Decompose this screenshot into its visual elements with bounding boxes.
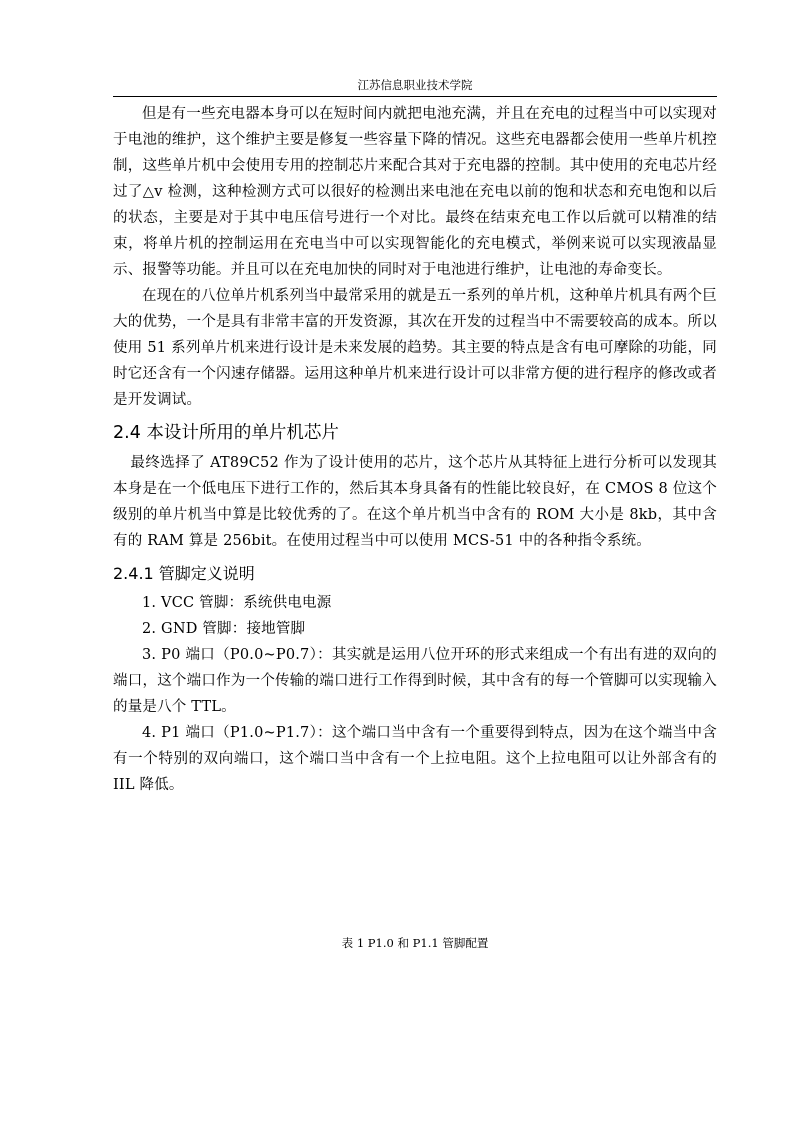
- section-heading-2-4-1: 2.4.1 管脚定义说明: [113, 564, 255, 583]
- list-item-p1: 4. P1 端口（P1.0~P1.7）：这个端口当中含有一个重要得到特点，因为在这个端当中含有一个特别的双向端口，这个端口当中含有一个上拉电阻。这个上拉电阻可以让外部含有的 IIL 降低。: [113, 725, 717, 793]
- table-caption: 表 1 P1.0 和 P1.1 管脚配置: [341, 936, 489, 950]
- section-heading-2-4: 2.4 本设计所用的单片机芯片: [113, 423, 339, 443]
- document-body: [113, 101, 717, 798]
- list-item-gnd: 2. GND 管脚：接地管脚: [142, 621, 306, 637]
- paragraph-charger: 但是有一些充电器本身可以在短时间内就把电池充满，并且在充电的过程当中可以实现对于电池的维护，这个维护主要是修复一些容量下降的情况。这些充电器都会使用一些单片机控制，这些单片机中会使用专用的控制芯片来配合其对于充电器的控制。其中使用的充电芯片经过了△v 检测，这种检测方式可以很好的检测出来电池在充电以前的饱和状态和充电饱和以后的状态，主要是对于其中电压信号进行一个对比。最终在结束充电工作以后就可以精准的结束，将单片机的控制运用在充电当中可以实现智能化的充电模式，举例来说可以实现液晶显示、报警等功能。并且可以在充电加快的同时对于电池进行维护，让电池的寿命变长。: [113, 106, 717, 278]
- list-item-vcc: 1. VCC 管脚：系统供电电源: [142, 595, 332, 611]
- page-header: 江苏信息职业技术学院: [357, 78, 473, 92]
- paragraph-51-series: 在现在的八位单片机系列当中最常采用的就是五一系列的单片机，这种单片机具有两个巨大的优势，一个是具有非常丰富的开发资源，其次在开发的过程当中不需要较高的成本。所以使用 51 系列单片机来进行设计是未来发展的趋势。其主要的特点是含有电可摩除的功能，同时它还含有一个闪速存储器。运用这种单片机来进行设计可以非常方便的进行程序的修改或者是开发调试。: [113, 288, 717, 408]
- paragraph-at89c52: 最终选择了 AT89C52 作为了设计使用的芯片，这个芯片从其特征上进行分析可以发现其本身是在一个低电压下进行工作的，然后其本身具备有的性能比较良好，在 CMOS 8 位这个级别的单片机当中算是比较优秀的了。在这个单片机当中含有的 ROM 大小是 8kb，其中含有的 RAM 算是 256bit。在使用过程当中可以使用 MCS-51 中的各种指令系统。: [113, 455, 717, 549]
- list-item-p0: 3. P0 端口（P0.0~P0.7）：其实就是运用八位开环的形式来组成一个有出有进的双向的端口，这个端口作为一个传输的端口进行工作得到时候，其中含有的每一个管脚可以实现输入的量是八个 TTL。: [113, 647, 717, 715]
- header-rule: [113, 96, 717, 97]
